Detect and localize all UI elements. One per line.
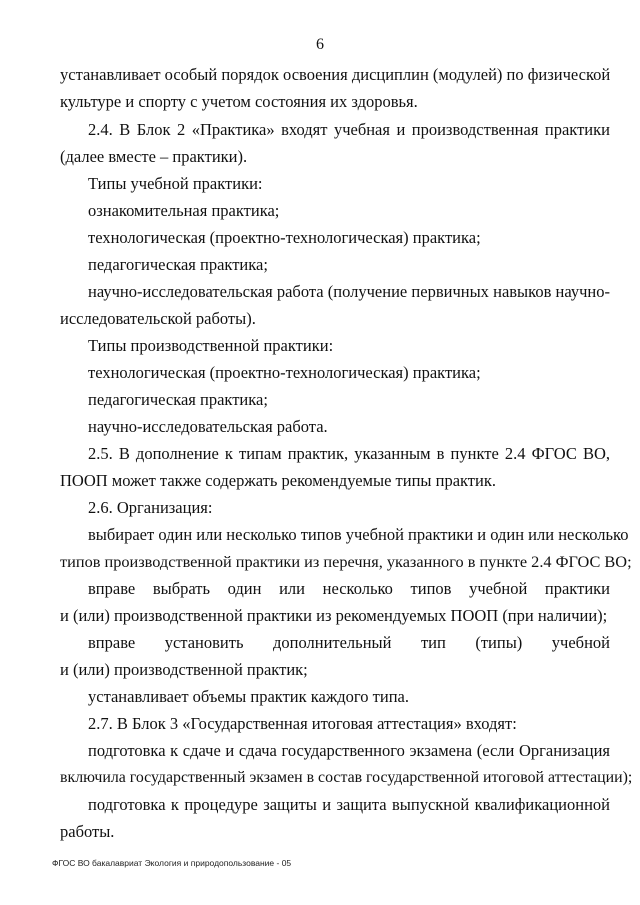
- text-line: педагогическая практика;: [88, 255, 268, 274]
- text-line: исследовательской работы).: [60, 309, 256, 328]
- text-line: устанавливает особый порядок освоения дисциплин (модулей) по физической: [60, 65, 611, 84]
- text-line: подготовка к сдаче и сдача государственного экзамена (если Организация: [88, 741, 610, 760]
- text-line: 2.5. В дополнение к типам практик, указанным в пункте 2.4 ФГОС ВО,: [88, 444, 610, 463]
- text-line: ознакомительная практика;: [88, 201, 280, 220]
- text-line: 2.7. В Блок 3 «Государственная итоговая аттестация» входят:: [88, 714, 517, 733]
- text-line: и (или) производственной практики из рекомендуемых ПООП (при наличии);: [60, 606, 608, 625]
- text-line: Типы производственной практики:: [88, 336, 334, 355]
- text-line: устанавливает объемы практик каждого типа.: [88, 687, 409, 706]
- text-line: научно-исследовательская работа.: [88, 417, 328, 436]
- text-line: типов производственной практики из перечня, указанного в пункте 2.4 ФГОС ВО;: [60, 552, 632, 571]
- text-line: научно-исследовательская работа (получение первичных навыков научно-: [88, 282, 610, 301]
- text-line: технологическая (проектно-технологическая) практика;: [88, 363, 481, 382]
- text-line: вправе выбрать один или несколько типов учебной практики: [88, 579, 610, 598]
- text-line: (далее вместе – практики).: [60, 147, 248, 166]
- text-line: включила государственный экзамен в состав государственной итоговой аттестации);: [60, 769, 633, 786]
- text-line: ПООП может также содержать рекомендуемые типы практик.: [60, 471, 496, 490]
- text-line: культуре и спорту с учетом состояния их здоровья.: [60, 92, 418, 111]
- text-line: и (или) производственной практик;: [60, 660, 308, 679]
- page-number: 6: [316, 36, 324, 53]
- text-line: работы.: [60, 822, 115, 841]
- text-line: Типы учебной практики:: [88, 174, 263, 193]
- text-line: вправе установить дополнительный тип (типы) учебной: [88, 633, 610, 652]
- text-line: выбирает один или несколько типов учебной практики и один или несколько: [88, 525, 629, 544]
- page-footer: ФГОС ВО бакалавриат Экология и природопользование - 05: [52, 858, 292, 868]
- text-line: 2.4. В Блок 2 «Практика» входят учебная и производственная практики: [88, 120, 610, 139]
- text-line: 2.6. Организация:: [88, 498, 213, 517]
- text-line: подготовка к процедуре защиты и защита выпускной квалификационной: [88, 795, 610, 814]
- text-line: технологическая (проектно-технологическая) практика;: [88, 228, 481, 247]
- text-line: педагогическая практика;: [88, 390, 268, 409]
